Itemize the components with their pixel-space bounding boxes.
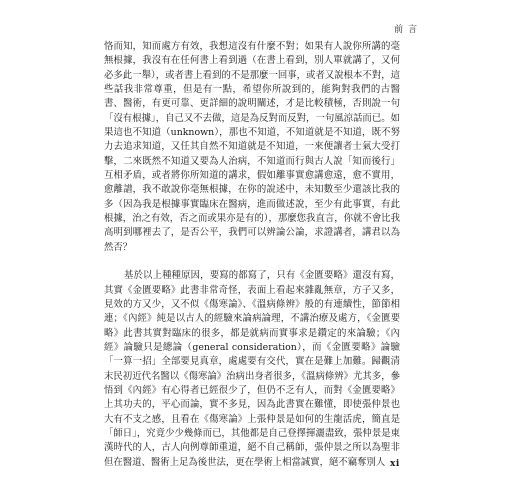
running-head: 前 言 (394, 25, 418, 35)
body-text (104, 40, 400, 470)
page-number: xi (390, 459, 400, 469)
paragraph-1: 恪而知，知而處方有效，我想這沒有什麼不對；如果有人說你所講的毫無根據，我沒有在任何書上看到過（在書上看到，別人單就講了，又何必多此一舉），或者書上看到的不是那麼一回事，或者又說根本不對，這些話我非常尊重，但是有一點，希望你所說到的，能夠對我們的古醫書、醫術，有更可靠、更詳細的說明闡述，才是比較積極，否則說一句「沒有根據」，自己又不去做，這是為反對而反對，一句風涼話而已。如果這也不知道（unknown），那也不知道，不知道就是不知道，既不努力去追求知道，又任其自然不知道就是不知道，一來便讓者士氣大受打擊，二來既然不知道又要為人治病，不知道而行與古人說「知而後行」互相矛盾，或者將你所知道的講求，假如離事實愈講愈遠，愈不實用，愈離譜，我不敢說你毫無根據，在你的說述中，未知數至少還該比我的多（因為我是根據事實臨床在醫病，進而做述說，至少有此事實，有此根據，治之有效，否之而或果亦是有的），那麼您我直言，你就不會比我高明到哪裡去了，是否公平，我們可以辨論公論，求證講者，講君以為然否？ (104, 41, 400, 253)
paragraph-2: 基於以上種種原因，要寫的都寫了，只有《金匱要略》還沒有寫，其實《金匱要略》此書非常奇怪，表面上看起來雜亂無章，方子又多，見效的方又少，又不似《傷寒論》、《溫病條辨》般的有連續性，節節相連；《內經》純是以古人的經驗來論病論理，不講治療及處方，《金匱要略》此書其實對臨床的很多，都是就病而實事求是鑽定的來論驗；《內經》論驗只是總論（general consideration），而《金匱要略》論驗「一算一招」全部要見真章，處處要有交代，實在是難上加難。歸觀清末民初近代名醫以《傷寒論》治病出身者很多，《溫病條辨》尤其多，參悟到《內經》有心得者已經很少了，但仍不乏有人，而對《金匱要略》上其功夫的，平心而論，實不多見，因為此書實在難懂，即使張仲景也大有不支之感，且看在《傷寒論》上張仲景是如何的生龍活虎，簡直是「師日」，究竟少少幾條而已，其他都是自己登擇揮灑盡致，張仲景是東漢時代的人，古人向例尊師重道，絕不自己稱師，張仲景之所以為聖非但在醫道、醫術上足為後世法，更在學術上相當誠實，絕不竊奪別人 (104, 270, 400, 468)
